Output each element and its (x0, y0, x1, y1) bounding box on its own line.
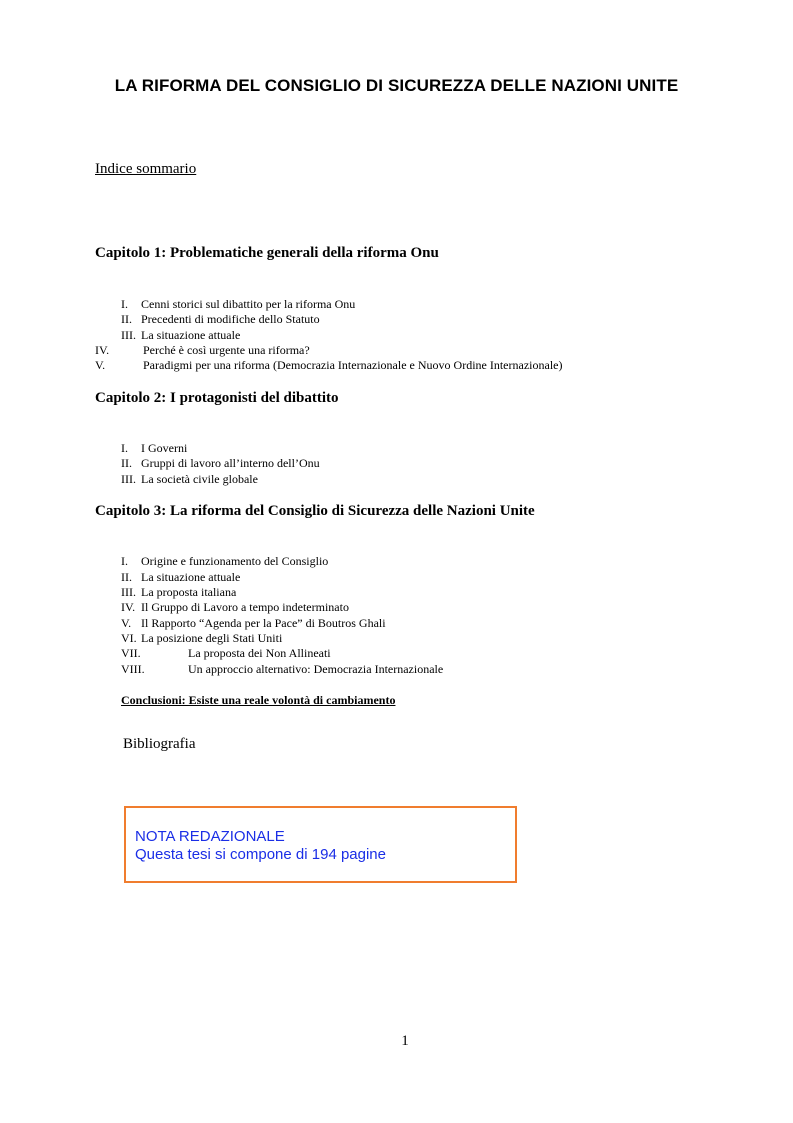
conclusioni-heading: Conclusioni: Esiste una reale volontà di cambiamento (121, 693, 396, 707)
toc-item-number: VI. (121, 631, 137, 645)
toc-item-text: I Governi (141, 441, 188, 455)
toc-item (121, 616, 386, 631)
toc-item-number: III. (121, 328, 136, 342)
toc-item-number: IV. (95, 343, 110, 357)
toc-item-text: Il Gruppo di Lavoro a tempo indeterminato (141, 600, 349, 614)
toc-item-text: La proposta dei Non Allineati (188, 646, 331, 660)
indice-heading: Indice sommario (95, 161, 197, 177)
toc-item-text: Gruppi di lavoro all’interno dell’Onu (141, 456, 320, 470)
toc-item (121, 297, 356, 312)
toc-item (121, 312, 320, 327)
toc-item-number: II. (121, 456, 132, 470)
toc-item (121, 570, 241, 585)
toc-item-text: Perché è così urgente una riforma? (143, 343, 310, 357)
toc-item-text: Origine e funzionamento del Consiglio (141, 554, 329, 568)
toc-item (121, 646, 331, 661)
toc-item-text: Il Rapporto “Agenda per la Pace” di Boutros Ghali (141, 616, 386, 630)
editorial-note-box (124, 806, 517, 883)
toc-item (121, 585, 237, 600)
editorial-note-heading: NOTA REDAZIONALE (135, 828, 285, 845)
chapter-1-heading: Capitolo 1: Problematiche generali della riforma Onu (95, 245, 439, 261)
chapter-2-heading: Capitolo 2: I protagonisti del dibattito (95, 390, 339, 406)
toc-item (121, 456, 320, 471)
toc-item-text: Un approccio alternativo: Democrazia Internazionale (188, 662, 444, 676)
chapter-3-heading: Capitolo 3: La riforma del Consiglio di Sicurezza delle Nazioni Unite (95, 503, 535, 519)
toc-item-text: La proposta italiana (141, 585, 237, 599)
toc-item-number: I. (121, 441, 128, 455)
toc-item-text: La situazione attuale (141, 328, 241, 342)
toc-item-number: IV. (121, 600, 136, 614)
toc-item-number: VII. (121, 646, 141, 660)
toc-item-number: V. (121, 616, 132, 630)
page-number: 1 (401, 1033, 409, 1049)
toc-item (121, 631, 283, 646)
toc-item (121, 662, 444, 677)
toc-item (121, 554, 329, 569)
toc-item-number: VIII. (121, 662, 145, 676)
toc-item-number: III. (121, 585, 136, 599)
toc-item (121, 472, 258, 487)
toc-item (95, 358, 563, 373)
toc-item-number: I. (121, 297, 128, 311)
bibliografia-heading: Bibliografia (123, 736, 196, 752)
toc-item (95, 343, 310, 358)
toc-item-text: Paradigmi per una riforma (Democrazia Internazionale e Nuovo Ordine Internazionale) (143, 358, 563, 372)
toc-item-number: III. (121, 472, 136, 486)
toc-item-text: La posizione degli Stati Uniti (141, 631, 283, 645)
toc-item-text: Precedenti di modifiche dello Statuto (141, 312, 320, 326)
toc-item-number: II. (121, 570, 132, 584)
editorial-note-text: Questa tesi si compone di 194 pagine (135, 846, 386, 863)
toc-item (121, 600, 349, 615)
toc-item-number: I. (121, 554, 128, 568)
toc-item (121, 328, 241, 343)
toc-item (121, 441, 188, 456)
toc-item-text: La situazione attuale (141, 570, 241, 584)
document-title: LA RIFORMA DEL CONSIGLIO DI SICUREZZA DELLE NAZIONI UNITE (114, 76, 679, 95)
toc-item-number: II. (121, 312, 132, 326)
toc-item-number: V. (95, 358, 106, 372)
toc-item-text: Cenni storici sul dibattito per la riforma Onu (141, 297, 356, 311)
toc-item-text: La società civile globale (141, 472, 258, 486)
